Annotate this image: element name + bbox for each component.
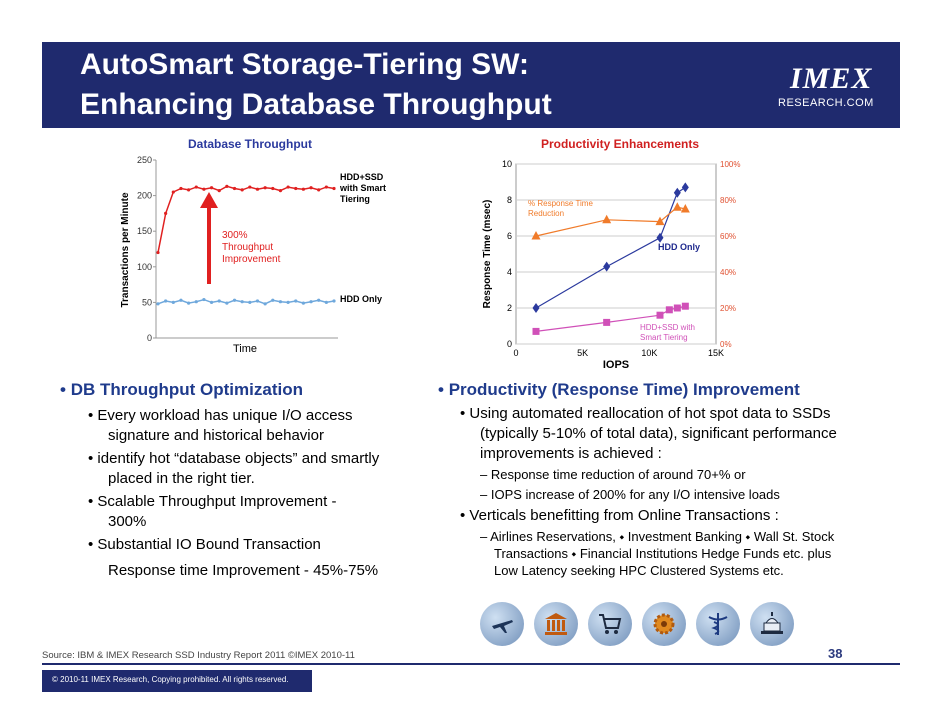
sub-bullet-iops: – IOPS increase of 200% for any I/O intensive loads bbox=[480, 487, 780, 502]
data-point bbox=[156, 251, 159, 254]
bullet-text: Substantial IO Bound Transaction bbox=[97, 536, 321, 553]
data-point bbox=[666, 306, 673, 313]
bullet-text: Every workload has unique I/O access bbox=[97, 407, 353, 424]
y-axis-label: Transactions per Minute bbox=[120, 192, 131, 308]
bank-icon bbox=[534, 602, 578, 646]
legend-hdd-ssd: HDD+SSD with Smart Tiering bbox=[640, 323, 695, 342]
x-axis-label: Time bbox=[232, 343, 258, 355]
data-point bbox=[309, 186, 312, 189]
bullet-text: 300% bbox=[108, 513, 147, 530]
bullet-text: Response time reduction of around 70+% or bbox=[490, 467, 746, 482]
data-point bbox=[286, 185, 289, 188]
data-point bbox=[317, 299, 320, 302]
data-point bbox=[286, 301, 289, 304]
y-tick-label: 4 bbox=[506, 267, 512, 277]
data-point bbox=[302, 188, 305, 191]
page-number: 38 bbox=[828, 646, 843, 661]
sub-bullet-response: – Response time reduction of around 70+% or bbox=[480, 467, 746, 482]
data-point bbox=[673, 202, 682, 211]
data-point bbox=[218, 299, 221, 302]
y-tick-label: 150 bbox=[136, 226, 152, 237]
data-point bbox=[164, 299, 167, 302]
chart-title: Productivity Enhancements bbox=[540, 137, 700, 151]
y-tick-label: 0 bbox=[146, 333, 152, 343]
data-point bbox=[248, 301, 251, 304]
x-tick-label: 10K bbox=[641, 348, 658, 358]
bullet-text: IOPS increase of 200% for any I/O intensive loads bbox=[490, 487, 780, 502]
data-point bbox=[202, 298, 205, 301]
data-point bbox=[179, 187, 182, 190]
page-title-line-1: AutoSmart Storage-Tiering SW: bbox=[80, 48, 529, 81]
x-tick-label: 15K bbox=[707, 348, 725, 358]
data-point bbox=[172, 190, 175, 193]
data-point bbox=[603, 319, 610, 326]
bullet-text: signature and historical behavior bbox=[108, 427, 324, 444]
legend-hdd-ssd: HDD+SSD with Smart Tiering bbox=[340, 172, 387, 204]
bullet-automated: • Using automated reallocation of hot spot data to SSDs bbox=[460, 405, 831, 422]
data-point bbox=[233, 299, 236, 302]
data-point bbox=[271, 299, 274, 302]
y2-tick-label: 20% bbox=[720, 304, 737, 313]
sub-bullet-airlines: – Airlines Reservations, ⬩ Investment Banking ⬩ Wall St. Stock bbox=[480, 529, 835, 544]
data-point bbox=[674, 188, 681, 198]
legend-response-reduction: % Response Time Reduction bbox=[528, 199, 593, 218]
data-point bbox=[264, 302, 267, 305]
data-point bbox=[294, 187, 297, 190]
bullet-text: Transactions ⬩ Financial Institutions Hedge Funds etc. plus bbox=[494, 546, 832, 561]
page-title-line-2: Enhancing Database Throughput bbox=[80, 88, 552, 121]
y-tick-label: 50 bbox=[141, 297, 152, 308]
bullet-scalable: • Scalable Throughput Improvement - bbox=[88, 493, 337, 510]
y-tick-label: 2 bbox=[506, 303, 512, 313]
improvement-arrow-head bbox=[200, 192, 218, 208]
data-point bbox=[279, 300, 282, 303]
data-point bbox=[156, 302, 159, 305]
x-tick-label: 5K bbox=[577, 348, 589, 358]
data-point bbox=[187, 302, 190, 305]
data-point bbox=[172, 301, 175, 304]
data-point bbox=[279, 189, 282, 192]
data-point bbox=[317, 188, 320, 191]
y-tick-label: 8 bbox=[506, 195, 512, 205]
bullet-text: Scalable Throughput Improvement - bbox=[97, 493, 337, 510]
data-point bbox=[674, 305, 681, 312]
data-point bbox=[682, 182, 689, 192]
data-point bbox=[657, 312, 664, 319]
bullet-text: Verticals benefitting from Online Transactions : bbox=[469, 507, 779, 524]
chart-title: Database Throughput bbox=[187, 137, 313, 151]
bullet-text: Using automated reallocation of hot spot data to SSDs bbox=[469, 405, 831, 422]
bullet-text: (typically 5-10% of total data), significant performance bbox=[480, 425, 837, 442]
bullet-text: Airlines Reservations, ⬩ Investment Banking ⬩ Wall St. Stock bbox=[490, 529, 835, 544]
source-note: Source: IBM & IMEX Research SSD Industry Report 2011 ©IMEX 2010-11 bbox=[42, 650, 355, 661]
bullet-productivity: • Productivity (Response Time) Improvement bbox=[438, 380, 800, 399]
data-point bbox=[195, 300, 198, 303]
data-point bbox=[241, 188, 244, 191]
y2-tick-label: 60% bbox=[720, 232, 737, 241]
legend-hdd-only: HDD Only bbox=[340, 294, 383, 304]
left-bullet-list bbox=[60, 380, 440, 581]
database-throughput-chart bbox=[110, 132, 400, 362]
capitol-icon bbox=[750, 602, 794, 646]
shopping-cart-icon bbox=[588, 602, 632, 646]
y2-tick-label: 40% bbox=[720, 268, 737, 277]
data-point bbox=[210, 301, 213, 304]
right-bullet-list bbox=[438, 380, 908, 579]
data-point bbox=[164, 212, 167, 215]
data-point bbox=[225, 185, 228, 188]
imex-logo: IMEX bbox=[790, 62, 873, 95]
copyright-text: © 2010-11 IMEX Research, Copying prohibited. All rights reserved. bbox=[52, 675, 289, 684]
data-point bbox=[602, 215, 611, 224]
data-point bbox=[179, 299, 182, 302]
y-tick-label: 0 bbox=[506, 339, 512, 349]
data-point bbox=[241, 300, 244, 303]
bullet-text: Low Latency seeking HPC Clustered Systems etc. bbox=[494, 563, 784, 578]
data-point bbox=[325, 185, 328, 188]
data-point bbox=[210, 186, 213, 189]
bullet-substantial: • Substantial IO Bound Transaction bbox=[88, 536, 321, 553]
bullet-verticals: • Verticals benefitting from Online Transactions : bbox=[460, 507, 779, 524]
x-tick-label: 0 bbox=[513, 348, 519, 358]
productivity-chart bbox=[470, 132, 770, 372]
data-point bbox=[233, 187, 236, 190]
bullet-workload: • Every workload has unique I/O access bbox=[88, 407, 353, 424]
data-point bbox=[533, 328, 540, 335]
data-point bbox=[187, 188, 190, 191]
data-point bbox=[325, 301, 328, 304]
data-point bbox=[656, 217, 665, 226]
data-point bbox=[264, 186, 267, 189]
data-point bbox=[302, 302, 305, 305]
data-point bbox=[225, 302, 228, 305]
y-axis-label: Response Time (msec) bbox=[482, 199, 493, 309]
y-tick-label: 6 bbox=[506, 231, 512, 241]
y-tick-labels bbox=[137, 155, 156, 343]
data-point bbox=[202, 188, 205, 191]
y2-tick-label: 100% bbox=[720, 160, 741, 169]
y-tick-label: 100 bbox=[136, 261, 152, 272]
data-point bbox=[332, 187, 335, 190]
y2-tick-label: 80% bbox=[720, 196, 737, 205]
imex-logo-subtitle: RESEARCH.COM bbox=[778, 97, 874, 109]
data-point bbox=[248, 185, 251, 188]
annotation-300: 300% Throughput Improvement bbox=[222, 230, 281, 265]
bullet-text: Response time Improvement - 45%-75% bbox=[108, 562, 379, 579]
y-tick-label: 200 bbox=[136, 190, 152, 201]
data-point bbox=[256, 188, 259, 191]
data-point bbox=[533, 303, 540, 313]
series-line-hdd-only bbox=[158, 300, 334, 304]
data-point bbox=[218, 189, 221, 192]
bullet-heading: DB Throughput Optimization bbox=[70, 380, 303, 399]
airplane-icon bbox=[480, 602, 524, 646]
y-tick-label: 250 bbox=[136, 155, 152, 165]
medical-icon bbox=[696, 602, 740, 646]
bullet-heading: Productivity (Response Time) Improvement bbox=[448, 380, 800, 399]
y2-tick-label: 0% bbox=[720, 340, 732, 349]
gear-icon bbox=[642, 602, 686, 646]
data-point bbox=[256, 299, 259, 302]
data-point bbox=[332, 299, 335, 302]
bullet-text: improvements is achieved : bbox=[480, 445, 662, 462]
data-point bbox=[309, 300, 312, 303]
legend-hdd-only: HDD Only bbox=[658, 242, 701, 252]
bullet-text: placed in the right tier. bbox=[108, 470, 255, 487]
data-point bbox=[682, 303, 689, 310]
data-point bbox=[603, 262, 610, 272]
bullet-text: identify hot “database objects” and smartly bbox=[97, 450, 380, 467]
footer-rule bbox=[42, 663, 900, 665]
bullet-identify: • identify hot “database objects” and smartly bbox=[88, 450, 380, 467]
bullet-db-throughput: • DB Throughput Optimization bbox=[60, 380, 303, 399]
data-point bbox=[271, 187, 274, 190]
data-point bbox=[294, 299, 297, 302]
y-tick-label: 10 bbox=[501, 159, 512, 169]
x-axis-label: IOPS bbox=[602, 359, 630, 371]
data-point bbox=[195, 185, 198, 188]
